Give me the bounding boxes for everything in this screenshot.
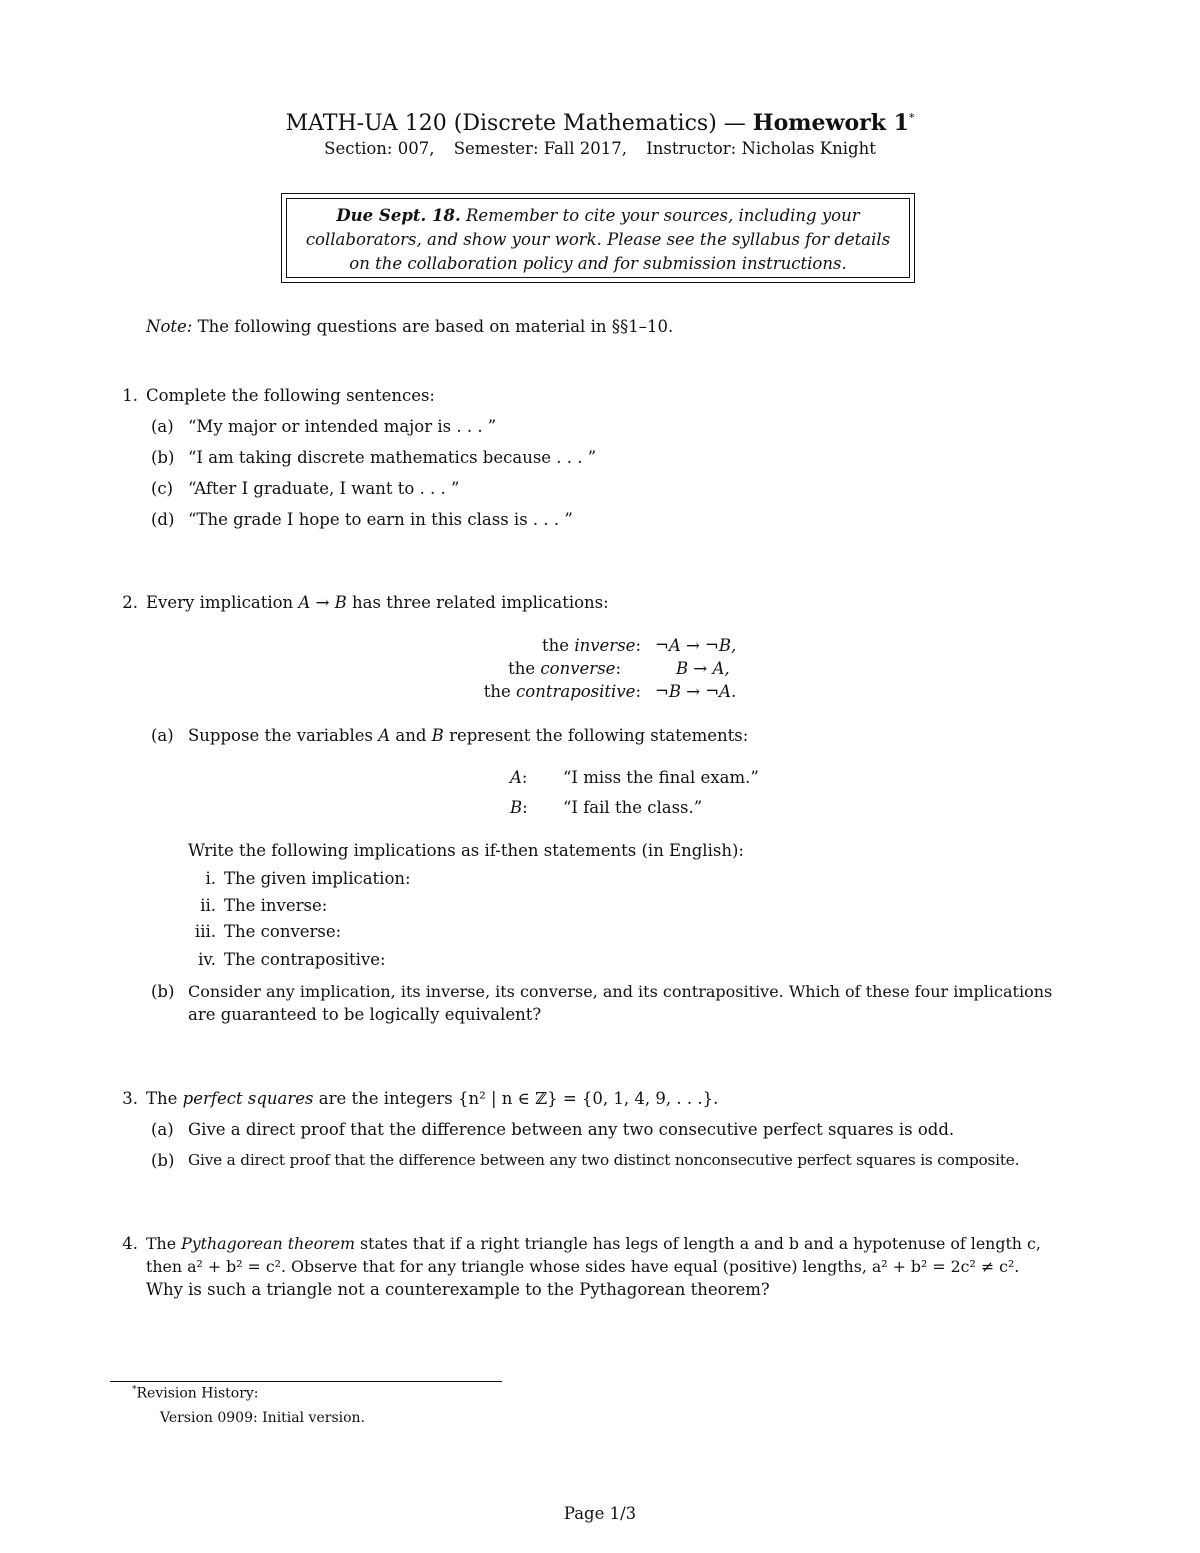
- note-label: Note:: [146, 317, 193, 336]
- footnote-title-text: Revision History:: [136, 1385, 259, 1402]
- title-main: MATH-UA 120 (Discrete Mathematics) —: [285, 111, 746, 136]
- statement-var-letter: B: [510, 798, 523, 817]
- question-4-line-1: [146, 1234, 1041, 1253]
- due-line-1: [287, 206, 909, 225]
- inverse-formula: ¬A → ¬B,: [655, 636, 737, 655]
- q3-part-text: Give a direct proof that the difference between any two distinct nonconsecutive perfect squares is composite.: [188, 1151, 1020, 1169]
- q4-pre: The: [146, 1234, 177, 1253]
- due-date-box: [281, 193, 915, 283]
- q1-part-text: “My major or intended major is . . . ”: [188, 417, 497, 436]
- roman-item-text: The given implication:: [224, 869, 411, 888]
- q3-part-label: (a): [151, 1120, 174, 1139]
- roman-item-label: iii.: [194, 922, 216, 941]
- due-line-2: collaborators, and show your work. Please see the syllabus for details: [305, 230, 891, 249]
- q1-part-label: (d): [151, 510, 175, 529]
- q2-part-a-text: [188, 726, 748, 745]
- q3-term: perfect squares: [182, 1089, 314, 1108]
- contrapositive-formula: ¬B → ¬A.: [655, 682, 737, 701]
- statement-var: B:: [510, 798, 528, 817]
- semester-info: Semester: Fall 2017,: [453, 139, 627, 158]
- q2a-pre: Suppose the variables: [188, 726, 373, 745]
- footnote-rule: [110, 1381, 502, 1382]
- footnote-version: Version 0909: Initial version.: [160, 1410, 366, 1426]
- question-4-line-3: Why is such a triangle not a counterexample to the Pythagorean theorem?: [146, 1280, 770, 1299]
- q4-term: Pythagorean theorem: [181, 1234, 355, 1253]
- due-date-box-inner: [286, 198, 910, 278]
- roman-item-label: i.: [205, 869, 216, 888]
- due-line-3: on the collaboration policy and for submission instructions.: [349, 254, 847, 273]
- course-info: [0, 139, 1200, 158]
- converse-formula: B → A,: [676, 659, 730, 678]
- page-title: [0, 110, 1200, 136]
- due-line-1-text: Remember to cite your sources, including your: [465, 206, 860, 225]
- q1-part-text: “After I graduate, I want to . . . ”: [188, 479, 460, 498]
- statement-var: A:: [510, 768, 528, 787]
- related-term: contrapositive: [516, 682, 636, 701]
- statement-text: “I fail the class.”: [563, 798, 703, 817]
- q1-part-label: (a): [151, 417, 174, 436]
- title-footnote-mark: *: [908, 111, 915, 125]
- q2a-var-a: A: [378, 726, 391, 745]
- q2-part-b-line-2: are guaranteed to be logically equivalent?: [188, 1005, 542, 1024]
- question-1-prompt: Complete the following sentences:: [146, 386, 435, 405]
- q2-part-b-line-1: Consider any implication, its inverse, its converse, and its contrapositive. Which of these four implications: [188, 982, 1053, 1001]
- question-3-prompt: [146, 1089, 718, 1108]
- title-homework: Homework 1: [752, 110, 909, 136]
- q3-part-label: (b): [151, 1151, 175, 1170]
- q2a-post: represent the following statements:: [449, 726, 749, 745]
- q3-part-text: Give a direct proof that the difference between any two consecutive perfect squares is odd.: [188, 1120, 955, 1139]
- converse-label: [440, 659, 621, 678]
- q1-part-text: “The grade I hope to earn in this class is . . . ”: [188, 510, 573, 529]
- q1-part-label: (b): [151, 448, 175, 467]
- q2-part-b-label: (b): [151, 982, 175, 1001]
- q4-line-1-post: states that if a right triangle has legs of length a and b and a hypotenuse of length c,: [360, 1234, 1041, 1253]
- question-1-number: 1.: [122, 386, 138, 405]
- question-2-prompt: [146, 593, 609, 612]
- related-pre: the: [542, 636, 570, 655]
- q1-part-text: “I am taking discrete mathematics because . . . ”: [188, 448, 597, 467]
- question-2-number: 2.: [122, 593, 138, 612]
- statement-var-letter: A: [510, 768, 522, 787]
- related-colon: :: [635, 682, 641, 701]
- statement-text: “I miss the final exam.”: [563, 768, 759, 787]
- q1-part-label: (c): [151, 479, 174, 498]
- related-pre: the: [508, 659, 536, 678]
- q2a-var-b: B: [431, 726, 444, 745]
- roman-item-label: iv.: [198, 950, 216, 969]
- roman-item-text: The inverse:: [224, 896, 328, 915]
- q2-part-a-label: (a): [151, 726, 174, 745]
- related-term: inverse: [574, 636, 636, 655]
- footnote-title: [132, 1385, 259, 1402]
- q3-post: are the integers {n² | n ∈ ℤ} = {0, 1, 4, 9, . . .}.: [318, 1089, 719, 1108]
- inverse-label: [440, 636, 641, 655]
- roman-item-label: ii.: [200, 896, 216, 915]
- write-prompt: Write the following implications as if-then statements (in English):: [188, 841, 744, 860]
- related-term: converse: [540, 659, 616, 678]
- q3-pre: The: [146, 1089, 178, 1108]
- page-number: Page 1/3: [563, 1504, 637, 1523]
- related-colon: :: [615, 659, 621, 678]
- q2-prompt-pre: Every implication: [146, 593, 294, 612]
- due-date-label: Due Sept. 18.: [336, 206, 461, 225]
- section-info: Section: 007,: [324, 139, 435, 158]
- roman-item-text: The contrapositive:: [224, 950, 386, 969]
- question-4-number: 4.: [122, 1234, 138, 1253]
- contrapositive-label: [440, 682, 641, 701]
- instructor-info: Instructor: Nicholas Knight: [646, 139, 876, 158]
- question-4-line-2: then a² + b² = c². Observe that for any triangle whose sides have equal (positive) lengths, a² + b² = 2c² ≠ c².: [146, 1257, 1020, 1276]
- related-pre: the: [483, 682, 511, 701]
- note-text: The following questions are based on material in §§1–10.: [197, 317, 674, 336]
- question-3-number: 3.: [122, 1089, 138, 1108]
- q2a-and: and: [395, 726, 427, 745]
- roman-item-text: The converse:: [224, 922, 342, 941]
- related-colon: :: [635, 636, 641, 655]
- note: [146, 317, 673, 336]
- q2-prompt-post: has three related implications:: [352, 593, 609, 612]
- q2-prompt-math: A → B: [298, 593, 347, 612]
- footnote-mark: *: [132, 1385, 137, 1395]
